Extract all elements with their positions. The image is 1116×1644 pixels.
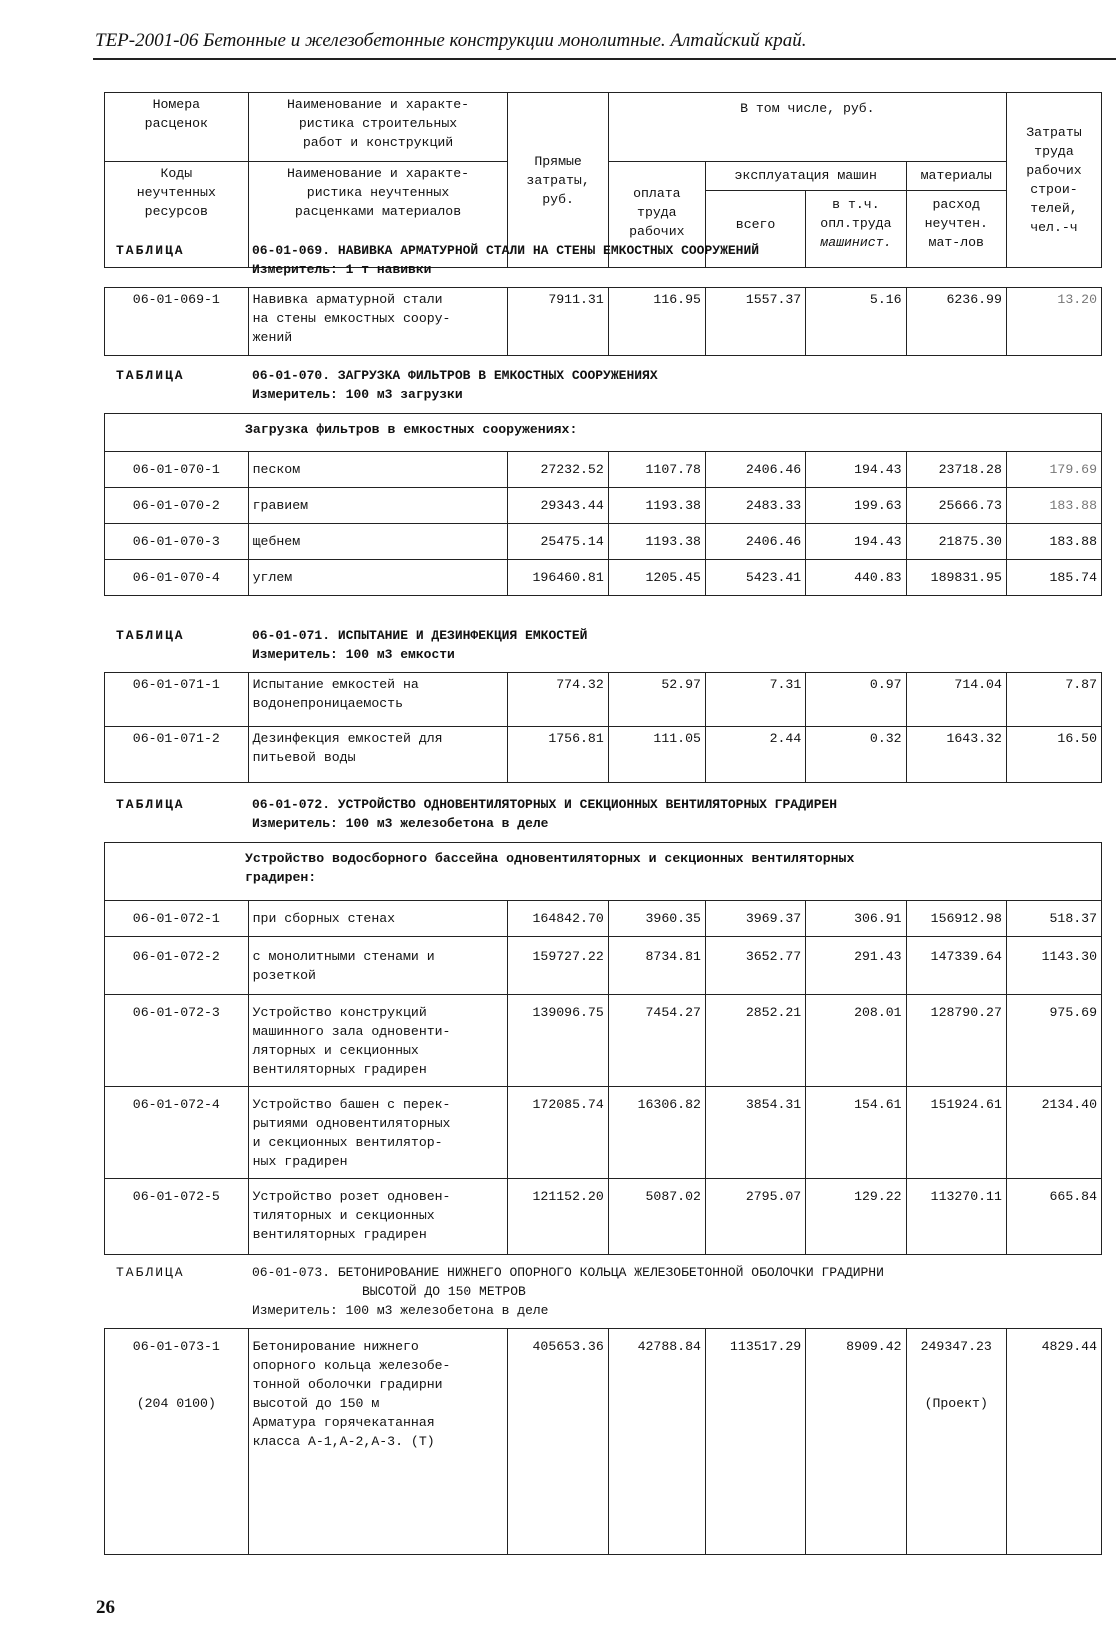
table-071 [104, 672, 1102, 783]
table-073 [104, 1328, 1102, 1555]
header-rule [93, 58, 1116, 60]
table-row: 06-01-070-2 гравием 29343.44 1193.38 2483.33 199.63 25666.73 183.88 [105, 488, 1102, 524]
table-caption-071: ТАБЛИЦА 06-01-071. ИСПЫТАНИЕ И ДЕЗИНФЕКЦИЯ ЕМКОСТЕЙ [116, 628, 588, 643]
table-measure-072: Измеритель: 100 м3 железобетона в деле [252, 816, 549, 831]
table-row: 06-01-072-5 Устройство розет одновен- тиляторных и секционных вентиляторных градирен 121152.20 5087.02 2795.07 129.22 113270.11 665.84 [105, 1179, 1102, 1255]
table-069 [104, 287, 1102, 356]
table-row: 06-01-071-2 Дезинфекция емкостей для питьевой воды 1756.81 111.05 2.44 0.32 1643.32 16.50 [105, 727, 1102, 783]
table-caption-073: ТАБЛИЦА 06-01-073. БЕТОНИРОВАНИЕ НИЖНЕГО ОПОРНОГО КОЛЬЦА ЖЕЛЕЗОБЕТОННОЙ ОБОЛОЧКИ ГРАДИРНИ [116, 1265, 884, 1280]
table-measure-073: Измеритель: 100 м3 железобетона в деле [252, 1303, 549, 1318]
header-materials: материалы расход неучтен. мат-лов [906, 162, 1006, 268]
resource-name: Арматура горячекатанная класса А-1,А-2,А-3. (Т) [252, 1415, 435, 1449]
header-code-bottom: Коды неучтенных ресурсов [105, 162, 249, 268]
table-row: 06-01-070-1 песком 27232.52 1107.78 2406.46 194.43 23718.28 179.69 [105, 452, 1102, 488]
header-including: В том числе, руб. [608, 93, 1006, 162]
header-machines-operators: в т.ч. опл.труда машинист. [820, 197, 892, 250]
table-070 [104, 413, 1102, 596]
header-machines-total: всего [706, 191, 806, 267]
table-row: 06-01-072-2 с монолитными стенами и розеткой 159727.22 8734.81 3652.77 291.43 147339.64 1143.30 [105, 937, 1102, 995]
header-code-top: Номера расценок [105, 93, 249, 162]
table-caption-069: ТАБЛИЦА 06-01-069. НАВИВКА АРМАТУРНОЙ СТАЛИ НА СТЕНЫ ЕМКОСТНЫХ СООРУЖЕНИЙ [116, 243, 760, 258]
resource-materials: (Проект) [924, 1396, 988, 1411]
resource-code: (204 0100) [136, 1396, 216, 1411]
group-label: Загрузка фильтров в емкостных сооружениях: [245, 422, 578, 437]
table-measure-069: Измеритель: 1 т навивки [252, 262, 432, 277]
header-labor: оплата труда рабочих [608, 162, 705, 268]
table-caption-072: ТАБЛИЦА 06-01-072. УСТРОЙСТВО ОДНОВЕНТИЛЯТОРНЫХ И СЕКЦИОННЫХ ВЕНТИЛЯТОРНЫХ ГРАДИРЕН [116, 797, 838, 812]
table-caption-073-line2: ВЫСОТОЙ ДО 150 МЕТРОВ [362, 1284, 526, 1299]
table-measure-071: Измеритель: 100 м3 емкости [252, 647, 455, 662]
group-label: Устройство водосборного бассейна одновентиляторных и секционных вентиляторных градирен: [245, 851, 855, 885]
header-machines: эксплуатация машин всего в т.ч. опл.труда машинист. [705, 162, 906, 268]
table-072 [104, 842, 1102, 1255]
table-row: 06-01-072-3 Устройство конструкций машинного зала одновенти- ляторных и секционных вентиляторных градирен 139096.75 7454.27 2852.21 208.01 128790.27 975.69 [105, 995, 1102, 1087]
table-row: 06-01-073-1 (204 0100) Бетонирование нижнего опорного кольца железобе- тонной оболочки градирни высотой до 150 м Арматура горячекатанная класса А-1,А-2,А-3. (Т) 405653.36 42788.84 113517.29 8909.42 249347.23 (Проект) 4829.44 [105, 1329, 1102, 1555]
table-row: 06-01-070-3 щебнем 25475.14 1193.38 2406.46 194.43 21875.30 183.88 [105, 524, 1102, 560]
header-name-bottom: Наименование и характе- ристика неучтенных расценками материалов [248, 162, 508, 268]
header-work-hours: Затраты труда рабочих строи- телей, чел.-ч [1006, 93, 1101, 268]
table-row: 06-01-072-4 Устройство башен с перек- рытиями одновентиляторных и секционных вентилятор- ных градирен 172085.74 16306.82 3854.31 154.61 151924.61 2134.40 [105, 1087, 1102, 1179]
header-name-top: Наименование и характе- ристика строительных работ и конструкций [248, 93, 508, 162]
page-number: 26 [96, 1597, 115, 1618]
table-caption-070: ТАБЛИЦА 06-01-070. ЗАГРУЗКА ФИЛЬТРОВ В ЕМКОСТНЫХ СООРУЖЕНИЯХ [116, 368, 658, 383]
page-header-title: ТЕР-2001-06 Бетонные и железобетонные конструкции монолитные. Алтайский край. [95, 30, 807, 51]
table-row: 06-01-071-1 Испытание емкостей на водонепроницаемость 774.32 52.97 7.31 0.97 714.04 7.87 [105, 673, 1102, 727]
table-measure-070: Измеритель: 100 м3 загрузки [252, 387, 463, 402]
table-row: 06-01-072-1 при сборных стенах 164842.70 3960.35 3969.37 306.91 156912.98 518.37 [105, 901, 1102, 937]
header-direct-cost: Прямые затраты, руб. [508, 93, 608, 268]
table-row: 06-01-070-4 углем 196460.81 1205.45 5423.41 440.83 189831.95 185.74 [105, 560, 1102, 596]
table-row: 06-01-069-1 Навивка арматурной стали на стены емкостных соору- жений 7911.31 116.95 1557.37 5.16 6236.99 13.20 [105, 288, 1102, 356]
